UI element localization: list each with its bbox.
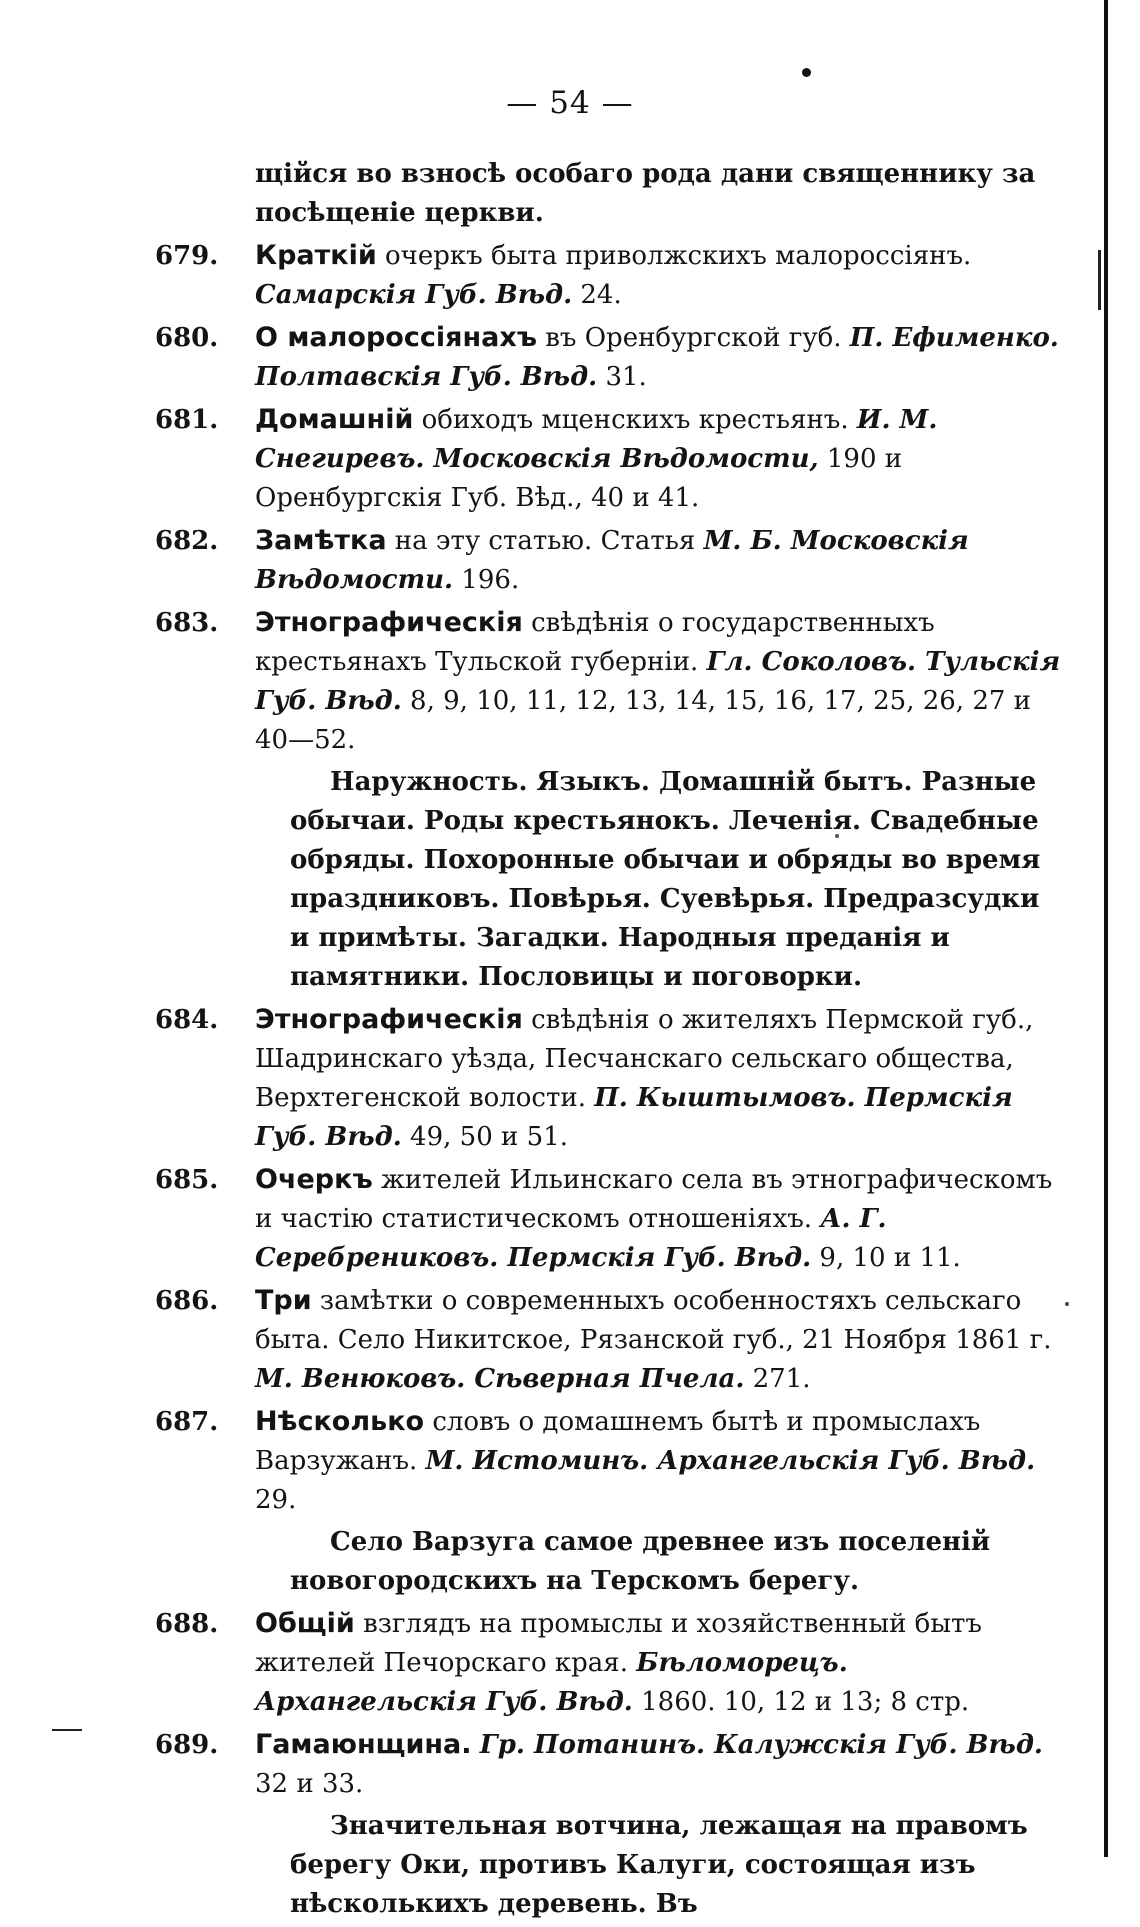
entry-text: на эту статью. Статья bbox=[386, 526, 704, 556]
entry-source: П. Кыштымовъ. Пермскія Губ. Вѣд. bbox=[255, 1083, 1013, 1152]
entry-679 bbox=[155, 236, 1065, 315]
page-edge-line bbox=[1104, 0, 1108, 1857]
entry-681 bbox=[155, 400, 1065, 518]
entry-text: свѣдѣнія о государственныхъ крестьянахъ Тульской губерніи. bbox=[255, 608, 935, 677]
page-edge-mark bbox=[1098, 250, 1101, 310]
entry-title: Этнографическія bbox=[255, 1004, 523, 1035]
entry-source: М. Б. Московскія Вѣдомости. bbox=[255, 526, 969, 595]
entry-title: Домашній bbox=[255, 404, 414, 435]
entry-title: Нѣсколько bbox=[255, 1406, 425, 1437]
entry-686 bbox=[155, 1281, 1065, 1399]
entry-title: Три bbox=[255, 1285, 312, 1316]
entry-issues: 196. bbox=[453, 565, 520, 595]
entry-issues: 49, 50 и 51. bbox=[401, 1122, 568, 1152]
entry-688 bbox=[155, 1604, 1065, 1722]
entry-issues: 31. bbox=[597, 362, 647, 392]
entry-684 bbox=[155, 1000, 1065, 1157]
entry-number: 684. bbox=[155, 1005, 219, 1035]
entry-issues: 24. bbox=[572, 280, 622, 310]
entry-title: Очеркъ bbox=[255, 1164, 373, 1195]
entry-source: И. М. Снегиревъ. Московскія Вѣдомости, bbox=[255, 405, 938, 474]
margin-dash bbox=[52, 1729, 82, 1731]
entry-title: Краткій bbox=[255, 240, 377, 271]
entry-687 bbox=[155, 1402, 1065, 1520]
entry-title: Гамаюнщина. bbox=[255, 1729, 472, 1760]
entry-source: М. Истоминъ. Архангельскія Губ. Вѣд. bbox=[425, 1446, 1036, 1476]
entry-680 bbox=[155, 318, 1065, 397]
entry-issues: 271. bbox=[744, 1364, 811, 1394]
entry-issues: 29. bbox=[255, 1485, 297, 1515]
entry-issues: 8, 9, 10, 11, 12, 13, 14, 15, 16, 17, 25, 26, 27 и 40—52. bbox=[255, 686, 1032, 755]
entry-issues: 1860. 10, 12 и 13; 8 стр. bbox=[632, 1687, 970, 1717]
entry-683-note: Наружность. Языкъ. Домашній бытъ. Разные обычаи. Роды крестьянокъ. Леченія. Свадебные обряды. Похоронные обычаи и обряды во время праздниковъ. Повѣрья. Суевѣрья. Предразсудки и примѣты. Загадки. Народныя преданія и памятники. Пословицы и поговорки. bbox=[290, 767, 1041, 992]
entry-682 bbox=[155, 521, 1065, 600]
entry-issues: 32 и 33. bbox=[255, 1769, 364, 1799]
entry-title: Замѣтка bbox=[255, 525, 387, 556]
entry-689-note: Значительная вотчина, лежащая на правомъ берегу Оки, противъ Калуги, состоящая изъ нѣсколькихъ деревень. Въ bbox=[290, 1811, 1028, 1919]
entry-text: свѣдѣнія о жителяхъ Пермской губ., Шадринскаго уѣзда, Песчанскаго сельскаго общества, Верхтегенской волости. bbox=[255, 1005, 1034, 1113]
entry-text: очеркъ быта приволжскихъ малороссіянъ. bbox=[376, 241, 972, 271]
entry-number: 679. bbox=[155, 241, 219, 271]
entry-source: Гл. Соколовъ. Тульскія Губ. Вѣд. bbox=[255, 647, 1061, 716]
entry-number: 685. bbox=[155, 1165, 219, 1195]
entry-source: Самарскія Губ. Вѣд. bbox=[255, 280, 573, 310]
entry-number: 688. bbox=[155, 1609, 219, 1639]
entry-number: 680. bbox=[155, 323, 219, 353]
entry-source: М. Венюковъ. Сѣверная Пчела. bbox=[255, 1364, 745, 1394]
entry-text: словъ о домашнемъ бытѣ и промыслахъ Варзужанъ. bbox=[255, 1407, 981, 1476]
entry-689 bbox=[155, 1725, 1065, 1804]
page-number: — 54 — bbox=[506, 85, 634, 121]
entry-source: А. Г. Серебрениковъ. Пермскія Губ. Вѣд. bbox=[255, 1204, 887, 1273]
entry-source: П. Ефименко. Полтавскія Губ. Вѣд. bbox=[255, 323, 1059, 392]
entry-source: Гр. Потанинъ. Калужскія Губ. Вѣд. bbox=[479, 1730, 1043, 1760]
entry-number: 687. bbox=[155, 1407, 219, 1437]
entry-text bbox=[472, 1730, 480, 1760]
entry-number: 681. bbox=[155, 405, 219, 435]
entry-title: Общій bbox=[255, 1608, 355, 1639]
entry-text: жителей Ильинскаго села въ этнографическомъ и частію статистическомъ отношеніяхъ. bbox=[255, 1165, 1053, 1234]
entry-number: 686. bbox=[155, 1286, 219, 1316]
entry-text: замѣтки о современныхъ особенностяхъ сельскаго быта. Село Никитское, Рязанской губ., 21 Ноября 1861 г. bbox=[255, 1286, 1052, 1355]
entry-issues: 190 и Оренбургскія Губ. Вѣд., 40 и 41. bbox=[255, 444, 903, 513]
entry-685 bbox=[155, 1160, 1065, 1278]
bibliography-list bbox=[155, 155, 1065, 1927]
entry-number: 683. bbox=[155, 608, 219, 638]
entry-source: Бѣломорецъ. Архангельскія Губ. Вѣд. bbox=[255, 1648, 848, 1717]
entry-text: обиходъ мценскихъ крестьянъ. bbox=[413, 405, 857, 435]
entry-number: 682. bbox=[155, 526, 219, 556]
continued-text: щійся во взносѣ особаго рода дани священнику за посѣщеніе церкви. bbox=[255, 159, 1036, 228]
entry-title: О малороссіянахъ bbox=[255, 322, 538, 353]
entry-title: Этнографическія bbox=[255, 607, 523, 638]
entry-683 bbox=[155, 603, 1065, 760]
entry-text: взглядъ на промыслы и хозяйственный бытъ жителей Печорскаго края. bbox=[255, 1609, 982, 1678]
entry-issues: 9, 10 и 11. bbox=[811, 1243, 961, 1273]
ink-speck bbox=[802, 68, 811, 77]
entry-text: въ Оренбургской губ. bbox=[537, 323, 850, 353]
entry-687-note: Село Варзуга самое древнее изъ поселеній новогородскихъ на Терскомъ берегу. bbox=[290, 1527, 991, 1596]
ink-speck bbox=[1065, 1302, 1069, 1306]
entry-number: 689. bbox=[155, 1730, 219, 1760]
